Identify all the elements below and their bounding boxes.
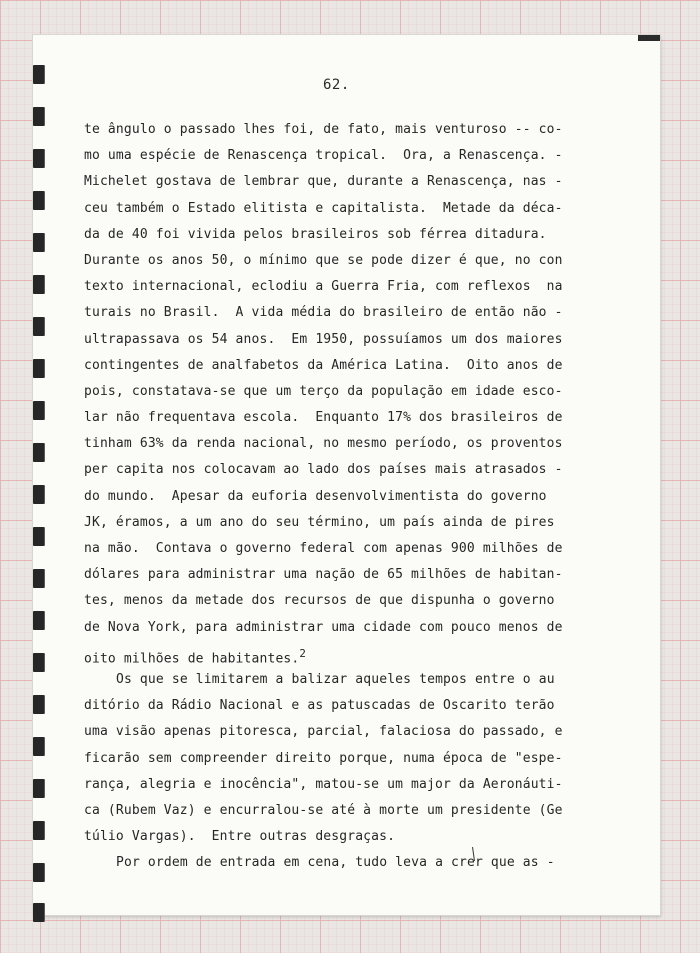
binding-hole bbox=[33, 903, 44, 922]
text-line: te ângulo o passado lhes foi, de fato, mais venturoso -- co- bbox=[84, 122, 563, 137]
binding-hole bbox=[33, 779, 44, 798]
binding-hole bbox=[33, 275, 44, 294]
paragraph-first-line: Por ordem de entrada em cena, tudo leva a crer que as - bbox=[116, 855, 555, 871]
text-line: na mão. Contava o governo federal com apenas 900 milhões de bbox=[84, 541, 563, 556]
text-line: mo uma espécie de Renascença tropical. Ora, a Renascença. - bbox=[84, 148, 563, 164]
text-line: JK, éramos, a um ano do seu término, um país ainda de pires bbox=[84, 514, 555, 530]
binding-hole bbox=[33, 653, 44, 672]
text-line: do mundo. Apesar da euforia desenvolvimentista do governo bbox=[84, 488, 547, 504]
text-line: dólares para administrar uma nação de 65 milhões de habitan- bbox=[84, 567, 563, 583]
binding-hole bbox=[33, 695, 44, 714]
binding-hole bbox=[33, 737, 44, 756]
text-line: tes, menos da metade dos recursos de que dispunha o governo bbox=[84, 593, 555, 609]
binding-hole bbox=[33, 401, 44, 420]
binding-hole bbox=[33, 611, 44, 630]
text-line: de Nova York, para administrar uma cidade com pouco menos de bbox=[84, 619, 563, 635]
binding-hole bbox=[33, 65, 44, 84]
footnote-reference: 2 bbox=[299, 646, 307, 660]
text-line: da de 40 foi vivida pelos brasileiros sob férrea ditadura. bbox=[84, 226, 547, 242]
binding-hole bbox=[33, 485, 44, 504]
text-line: turais no Brasil. A vida média do brasileiro de então não - bbox=[84, 305, 563, 321]
binding-hole bbox=[33, 569, 44, 588]
binding-holes bbox=[33, 65, 47, 905]
text-line: túlio Vargas). Entre outras desgraças. bbox=[84, 829, 396, 845]
binding-hole bbox=[33, 233, 44, 252]
text-line: tinham 63% da renda nacional, no mesmo período, os proventos bbox=[84, 436, 563, 452]
binding-hole bbox=[33, 107, 44, 126]
binding-hole bbox=[33, 863, 44, 882]
text-line: contingentes de analfabetos da América Latina. Oito anos de bbox=[84, 357, 563, 373]
text-line: Durante os anos 50, o mínimo que se pode dizer é que, no con bbox=[84, 252, 563, 268]
text-line: per capita nos colocavam ao lado dos países mais atrasados - bbox=[84, 462, 563, 478]
binding-hole bbox=[33, 443, 44, 462]
text-line: pois, constatava-se que um terço da população em idade esco- bbox=[84, 383, 563, 399]
body-text bbox=[84, 117, 594, 876]
text-line: oito milhões de habitantes. bbox=[84, 651, 300, 667]
text-line: rança, alegria e inocência", matou-se um major da Aeronáuti- bbox=[84, 776, 563, 792]
binding-hole bbox=[33, 191, 44, 210]
binding-hole bbox=[33, 359, 44, 378]
binding-hole bbox=[33, 527, 44, 546]
text-line-with-footnote bbox=[84, 641, 594, 667]
text-line: texto internacional, eclodiu a Guerra Fria, com reflexos na bbox=[84, 279, 563, 295]
page-number: 62. bbox=[323, 77, 350, 93]
text-line: ca (Rubem Vaz) e encurralou-se até à morte um presidente (Ge bbox=[84, 802, 563, 818]
binding-hole bbox=[33, 149, 44, 168]
page-corner-mark bbox=[638, 35, 660, 41]
text-line: uma visão apenas pitoresca, parcial, falaciosa do passado, e bbox=[84, 724, 563, 740]
text-line: Michelet gostava de lembrar que, durante a Renascença, nas - bbox=[84, 174, 563, 190]
text-line: lar não frequentava escola. Enquanto 17% dos brasileiros de bbox=[84, 410, 563, 426]
text-line: ficarão sem compreender direito porque, numa época de "espe- bbox=[84, 750, 563, 766]
text-line: ultrapassava os 54 anos. Em 1950, possuíamos um dos maiores bbox=[84, 331, 563, 347]
binding-hole bbox=[33, 317, 44, 336]
text-line: ditório da Rádio Nacional e as patuscadas de Oscarito terão bbox=[84, 698, 555, 714]
paragraph-first-line: Os que se limitarem a balizar aqueles tempos entre o au bbox=[116, 671, 555, 687]
text-line: ceu também o Estado elitista e capitalista. Metade da déca- bbox=[84, 200, 563, 216]
binding-hole bbox=[33, 821, 44, 840]
